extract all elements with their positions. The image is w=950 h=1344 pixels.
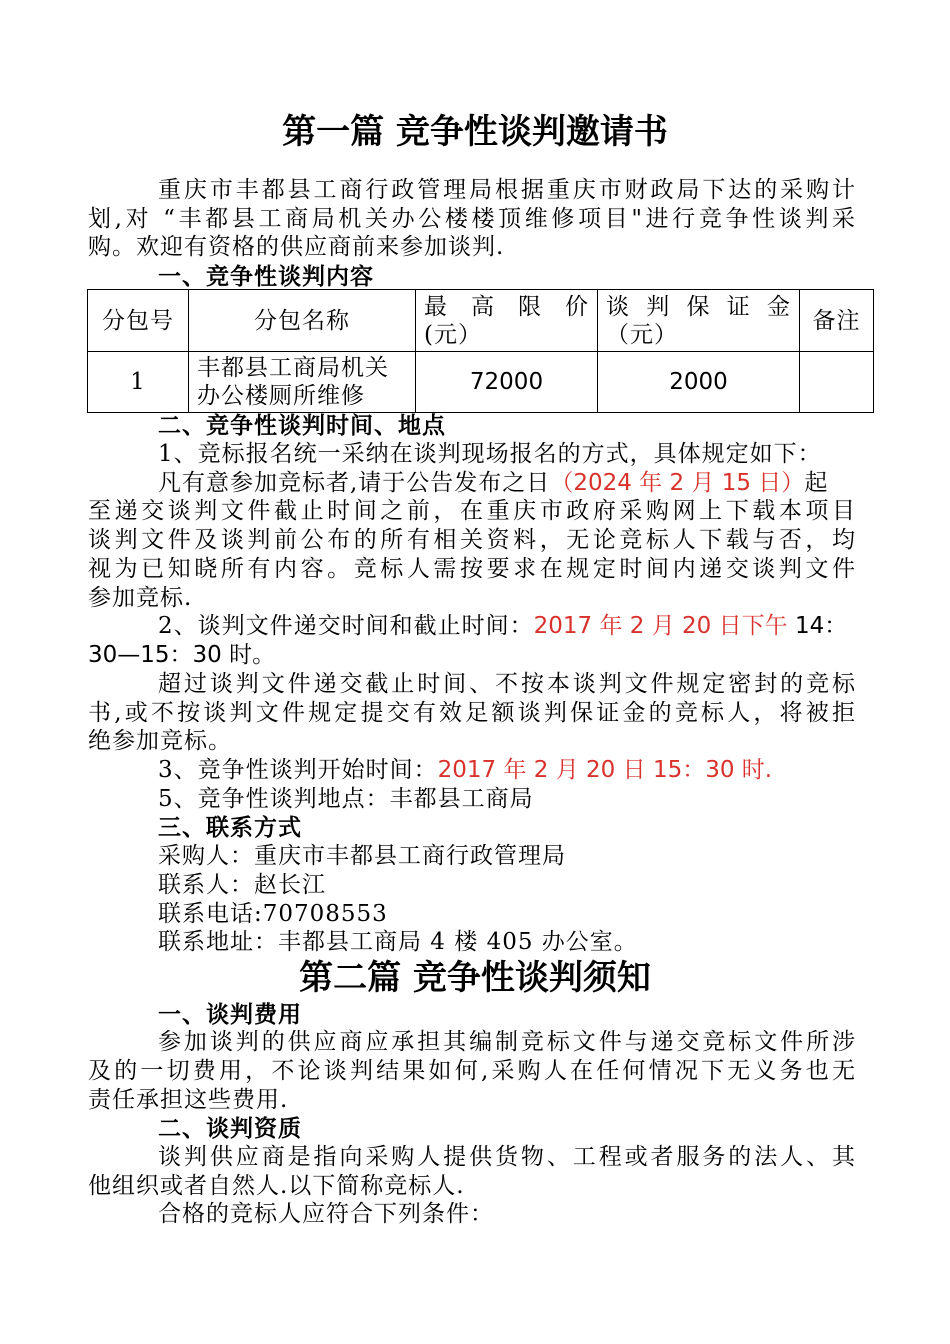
part2-s2-line-3: 合格的竞标人应符合下列条件： xyxy=(158,1201,494,1227)
table-row xyxy=(88,352,874,413)
header-remark: 备注 xyxy=(800,290,874,352)
late-line-3: 绝参加竞标。 xyxy=(88,728,232,754)
header-deposit-label: 谈 判 保 证 金 xyxy=(606,293,791,320)
submission-date: 2017 年 2 月 20 日下午 xyxy=(533,613,788,639)
item1-p-b: 起 xyxy=(804,470,829,496)
item1-p-a: 凡有意参加竞标者,请于公告发布之日 xyxy=(158,470,551,496)
address-line: 联系地址：丰都县工商局 4 楼 405 办公室。 xyxy=(158,929,638,955)
item2-b: 14： xyxy=(787,613,848,639)
item5-line: 5、竞争性谈判地点：丰都县工商局 xyxy=(158,786,534,812)
phone-line: 联系电话:70708553 xyxy=(158,901,388,927)
cell-pkg-name xyxy=(189,352,416,413)
item1-line-4: 视为已知晓所有内容。竞标人需按要求在规定时间内递交谈判文件 xyxy=(88,556,856,582)
header-max-price-unit: (元） xyxy=(424,321,482,348)
start-date: 2017 年 2 月 20 日 15：30 时. xyxy=(437,757,773,783)
part2-title: 第二篇 竞争性谈判须知 xyxy=(299,958,651,998)
late-line-1: 超过谈判文件递交截止时间、不按本谈判文件规定密封的竞标 xyxy=(158,671,856,697)
item2-line-1 xyxy=(158,612,847,641)
intro-line-3: 购。欢迎有资格的供应商前来参加谈判. xyxy=(88,234,505,260)
part2-s2-line-2: 他组织或者自然人.以下简称竞标人. xyxy=(88,1173,465,1199)
item1-line-2: 至递交谈判文件截止时间之前，在重庆市政府采购网上下载本项目 xyxy=(88,498,856,524)
header-pkg-name: 分包名称 xyxy=(189,290,416,352)
part2-s1-line-3: 责任承担这些费用. xyxy=(88,1087,289,1113)
item1-paragraph-line1 xyxy=(88,469,856,498)
purchaser-line: 采购人：重庆市丰都县工商行政管理局 xyxy=(158,843,566,869)
section1-heading: 一、竞争性谈判内容 xyxy=(158,263,374,290)
header-deposit xyxy=(598,290,800,352)
part1-title: 第一篇 竞争性谈判邀请书 xyxy=(282,112,668,152)
part2-s1-line-2: 及的一切费用，不论谈判结果如何,采购人在任何情况下无义务也无 xyxy=(88,1058,856,1084)
cell-deposit: 2000 xyxy=(598,352,800,413)
package-table xyxy=(87,289,874,413)
item3-line xyxy=(158,756,772,785)
cell-max-price: 72000 xyxy=(416,352,598,413)
part2-s2-line-1: 谈判供应商是指向采购人提供货物、工程或者服务的法人、其 xyxy=(158,1144,856,1170)
announcement-date: （2024 年 2 月 15 日） xyxy=(550,470,805,496)
part2-s1-line-1: 参加谈判的供应商应承担其编制竞标文件与递交竞标文件所涉 xyxy=(158,1029,856,1055)
header-pkg-no: 分包号 xyxy=(88,290,189,352)
cell-remark xyxy=(800,352,874,413)
intro-line-1: 重庆市丰都县工商行政管理局根据重庆市财政局下达的采购计 xyxy=(158,177,856,203)
item2-line-2: 30—15：30 时。 xyxy=(88,642,276,668)
header-deposit-unit: （元） xyxy=(606,321,678,348)
section2-heading: 二、竞争性谈判时间、地点 xyxy=(158,412,446,439)
intro-line-2: 划,对 “丰都县工商局机关办公楼楼顶维修项目"进行竞争性谈判采 xyxy=(88,206,856,232)
late-line-2: 书,或不按谈判文件规定提交有效足额谈判保证金的竞标人，将被拒 xyxy=(88,700,856,726)
item3-a: 3、竞争性谈判开始时间： xyxy=(158,757,438,783)
item1-line-3: 谈判文件及谈判前公布的所有相关资料，无论竞标人下载与否，均 xyxy=(88,527,856,553)
table-header-row xyxy=(88,290,874,352)
cell-pkg-name-line2: 办公楼厕所维修 xyxy=(197,383,365,409)
header-max-price xyxy=(416,290,598,352)
section3-heading: 三、联系方式 xyxy=(158,814,302,841)
header-max-price-label: 最 高 限 价 xyxy=(424,293,589,320)
cell-pkg-no: 1 xyxy=(88,352,189,413)
cell-pkg-name-line1: 丰都县工商局机关 xyxy=(197,355,389,381)
part2-s2-heading: 二、谈判资质 xyxy=(158,1115,302,1142)
part2-s1-heading: 一、谈判费用 xyxy=(158,1001,302,1028)
item1-line-5: 参加竞标. xyxy=(88,585,193,611)
contact-line: 联系人：赵长江 xyxy=(158,872,326,898)
item1-text: 1、竞标报名统一采纳在谈判现场报名的方式，具体规定如下： xyxy=(158,441,822,467)
item2-a: 2、谈判文件递交时间和截止时间： xyxy=(158,613,534,639)
